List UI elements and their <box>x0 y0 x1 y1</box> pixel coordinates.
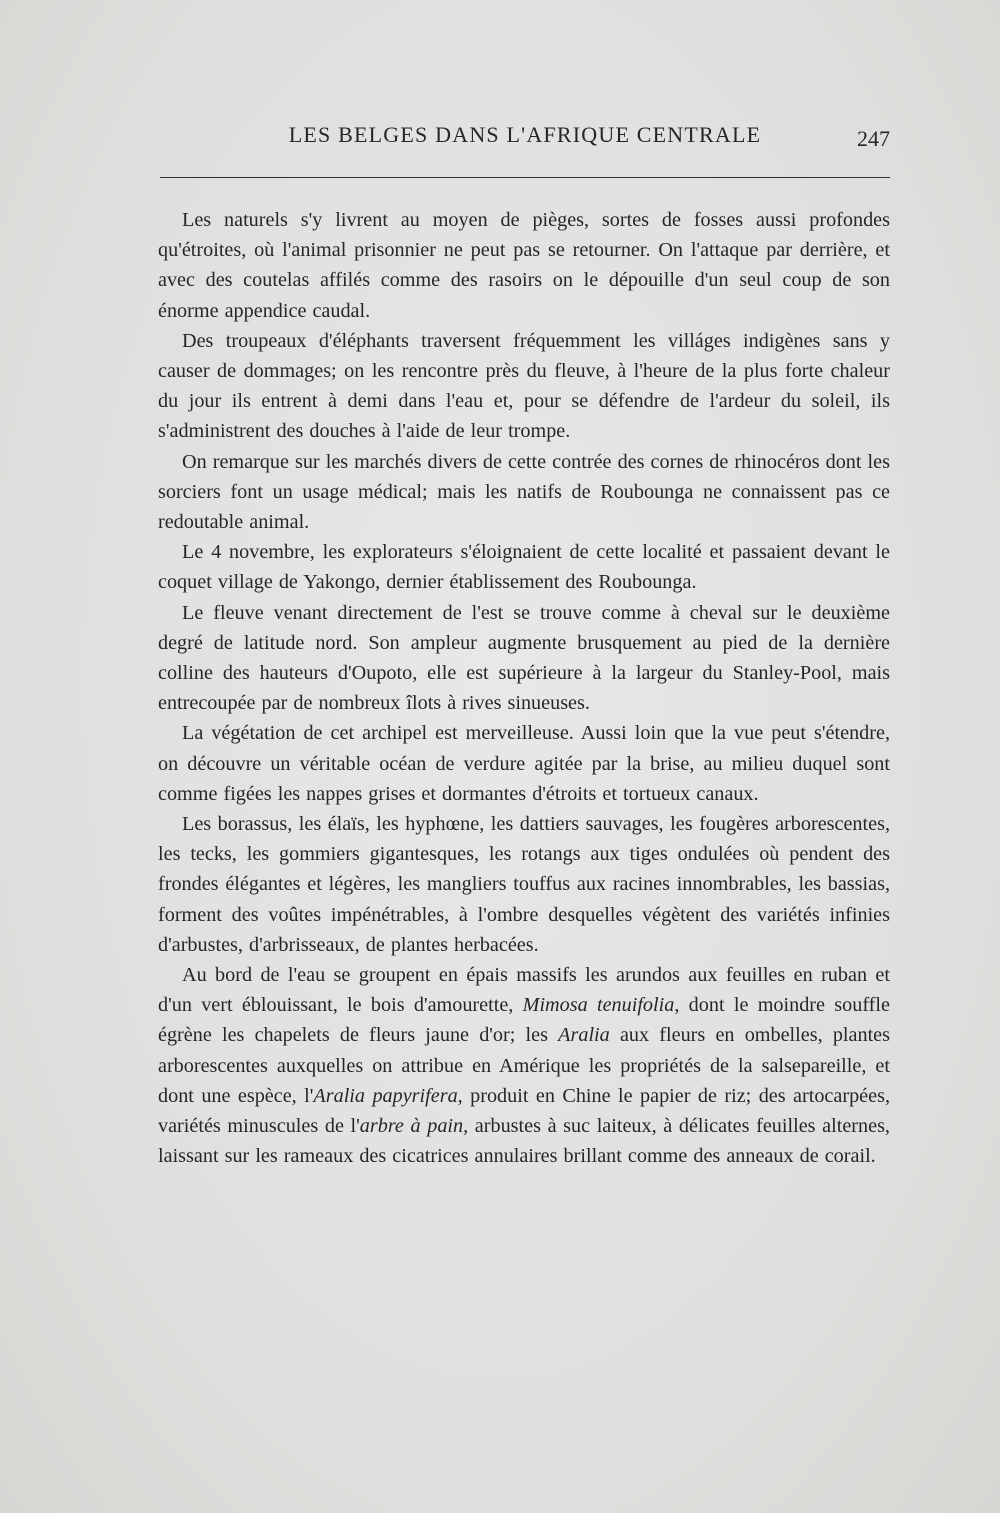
page-header <box>160 120 890 160</box>
text-run: La végétation de cet archipel est merveilleuse. Aussi loin que la vue peut s'étendre, on découvre un véritable océan de verdure agitée par la brise, au milieu duquel sont comme figées les nappes grises et dormantes d'étroits et tortueux canaux. <box>158 722 890 805</box>
italic-text: arbre à pain <box>359 1115 464 1138</box>
italic-text: Aralia papyrifera <box>313 1084 458 1107</box>
paragraph <box>158 809 890 960</box>
text-run: Le 4 novembre, les explorateurs s'éloignaient de cette localité et passaient devant le coquet village de Yakongo, dernier établissement des Roubounga. <box>158 541 890 594</box>
running-title: LES BELGES DANS L'AFRIQUE CENTRALE <box>288 122 762 147</box>
text-run: , produit en Chine le papier de riz; des artocarpées, variétés minuscules de l' <box>158 1084 890 1138</box>
text-run: On remarque sur les marchés divers de cette contrée des cornes de rhinocéros dont les sorciers font un usage médical; mais les natifs de Roubounga ne connaissent pas ce redoutable animal. <box>158 450 890 534</box>
text-run: , arbustes à suc laiteux, à délicates feuilles alternes, laissant sur les rameaux des cicatrices annulaires brillant comme des anneaux de corail. <box>158 1115 890 1168</box>
paragraph <box>158 598 890 719</box>
paragraph <box>158 205 890 326</box>
text-run: , dont le moindre souffle égrène les chapelets de fleurs jaune d'or; les <box>158 994 890 1047</box>
italic-text: Mimosa tenuifolia <box>522 994 675 1017</box>
page-number: 247 <box>857 126 890 151</box>
paragraph <box>158 537 890 597</box>
text-run: Des troupeaux d'éléphants traversent fréquemment les villáges indigènes sans y causer de dommages; on les rencontre près du fleuve, à l'heure de la plus forte chaleur du jour ils entrent à demi dans l'eau et, pour se défendre de l'ardeur du soleil, ils s'administrent des douches à l'aide de leur trompe. <box>158 329 890 443</box>
italic-text: Aralia <box>558 1024 610 1047</box>
text-run: Le fleuve venant directement de l'est se trouve comme à cheval sur le deuxième degré de latitude nord. Son ampleur augmente brusquement au pied de la dernière colline des hauteurs d'Oupoto, elle est supérieure à la largeur du Stanley-Pool, mais entrecoupée par de nombreux îlots à rives sinueuses. <box>158 601 890 715</box>
body-text <box>158 205 890 1172</box>
paragraph <box>158 960 890 1171</box>
text-run: Les naturels s'y livrent au moyen de pièges, sortes de fosses aussi profondes qu'étroites, où l'animal prisonnier ne peut pas se retourner. On l'attaque par derrière, et avec des coutelas affilés comme des rasoirs on le dépouille d'un seul coup de son énorme appendice caudal. <box>158 209 890 322</box>
text-run: Au bord de l'eau se groupent en épais massifs les arundos aux feuilles en ruban et d'un vert éblouissant, le bois d'amourette, <box>158 964 890 1017</box>
text-run: Les borassus, les élaïs, les hyphœne, les dattiers sauvages, les fougères arborescentes, les tecks, les gommiers gigantesques, les rotangs aux tiges ondulées où pendent des frondes élégantes et légères, les mangliers touffus aux racines innombrables, les bassias, forment des voûtes impénétrables, à l'ombre desquelles végètent des variétés infinies d'arbustes, d'arbrisseaux, de plantes herbacées. <box>158 813 890 956</box>
header-rule <box>160 177 890 178</box>
paragraph <box>158 447 890 538</box>
text-run: aux fleurs en ombelles, plantes arborescentes auxquelles on attribue en Amérique les propriétés de la salsepareille, et dont une espèce, l' <box>158 1024 890 1107</box>
paragraph <box>158 326 890 447</box>
paragraph <box>158 718 890 809</box>
